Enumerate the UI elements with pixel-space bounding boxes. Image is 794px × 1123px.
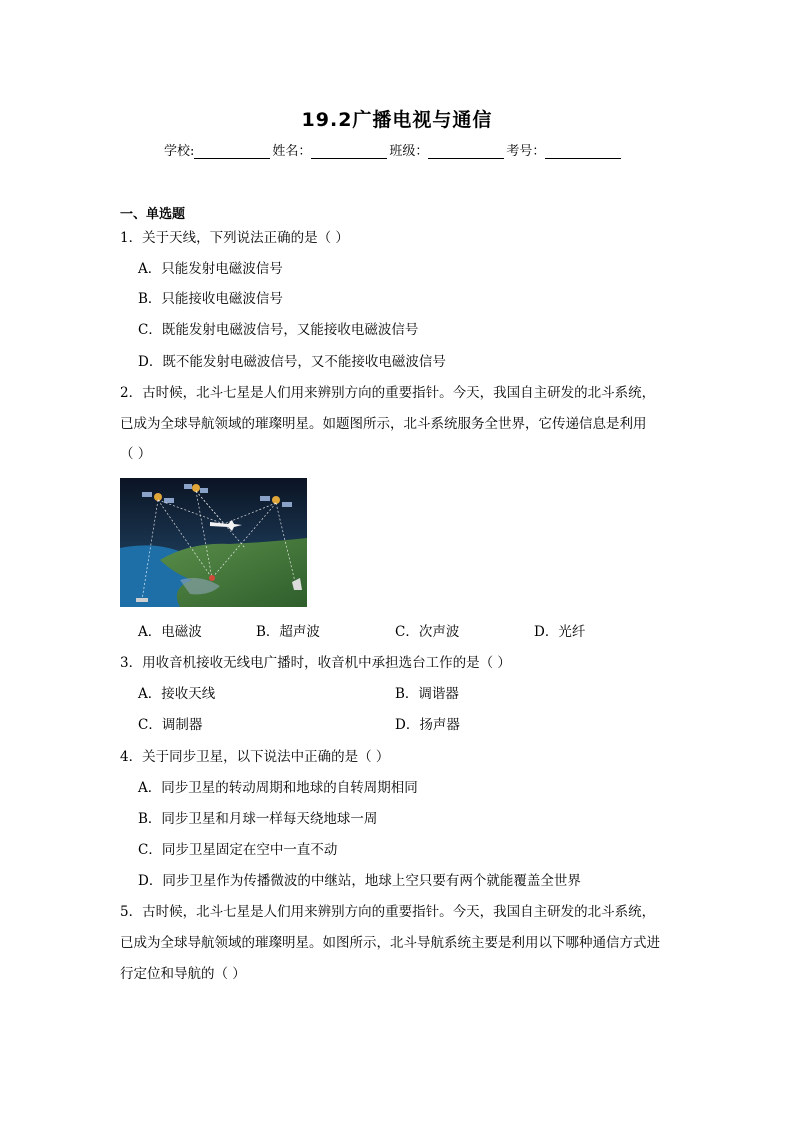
question-2-option-a[interactable]: A．电磁波 xyxy=(138,624,202,640)
question-1-option-a[interactable]: A．只能发射电磁波信号 xyxy=(138,261,283,277)
section-heading: 一、单选题 xyxy=(120,207,186,222)
satellite-navigation-figure xyxy=(120,478,307,607)
question-3-option-a[interactable]: A．接收天线 xyxy=(138,686,216,702)
satellite-illustration xyxy=(120,478,307,607)
question-4-stem: 4．关于同步卫星，以下说法中正确的是（ ） xyxy=(120,749,390,765)
student-info-row xyxy=(164,140,623,159)
ground-station-icon xyxy=(209,575,215,581)
question-3-option-d[interactable]: D．扬声器 xyxy=(395,717,460,733)
question-1-stem: 1．关于天线，下列说法正确的是（ ） xyxy=(120,230,349,246)
question-2-option-b[interactable]: B．超声波 xyxy=(256,624,320,640)
question-4-option-a[interactable]: A．同步卫星的转动周期和地球的自转周期相同 xyxy=(138,780,418,796)
question-5-stem-line-3: 行定位和导航的（ ） xyxy=(120,966,246,982)
class-blank[interactable] xyxy=(428,144,504,159)
ship-icon xyxy=(136,598,148,602)
question-5-stem-line-2: 已成为全球导航领域的璀璨明星。如图所示，北斗导航系统主要是利用以下哪种通信方式进 xyxy=(120,935,660,951)
exam-number-blank[interactable] xyxy=(545,144,621,159)
document-title: 19.2广播电视与通信 xyxy=(301,109,493,131)
school-label: 学校: xyxy=(164,144,195,159)
question-1-option-d[interactable]: D．既不能发射电磁波信号，又不能接收电磁波信号 xyxy=(138,354,446,370)
question-5-stem-line-1: 5．古时候，北斗七星是人们用来辨别方向的重要指针。今天，我国自主研发的北斗系统， xyxy=(120,904,656,920)
question-3-option-c[interactable]: C．调制器 xyxy=(138,717,203,733)
question-3-stem: 3．用收音机接收无线电广播时，收音机中承担选台工作的是（ ） xyxy=(120,655,511,671)
name-blank[interactable] xyxy=(311,144,387,159)
question-3-option-b[interactable]: B．调谐器 xyxy=(395,686,459,702)
question-4-option-d[interactable]: D．同步卫星作为传播微波的中继站，地球上空只要有两个就能覆盖全世界 xyxy=(138,873,581,889)
question-2-stem-line-2: 已成为全球导航领域的璀璨明星。如题图所示，北斗系统服务全世界，它传递信息是利用 xyxy=(120,416,647,432)
question-2-option-d[interactable]: D．光纤 xyxy=(534,624,586,640)
question-2-stem-line-3: （ ） xyxy=(120,446,152,462)
question-4-option-b[interactable]: B．同步卫星和月球一样每天绕地球一周 xyxy=(138,811,378,827)
school-blank[interactable] xyxy=(194,144,270,159)
exam-number-label: 考号： xyxy=(506,144,546,159)
question-1-option-b[interactable]: B．只能接收电磁波信号 xyxy=(138,291,283,307)
class-label: 班级： xyxy=(389,144,429,159)
question-2-option-c[interactable]: C．次声波 xyxy=(395,624,460,640)
question-2-stem-line-1: 2．古时候，北斗七星是人们用来辨别方向的重要指针。今天，我国自主研发的北斗系统， xyxy=(120,385,656,401)
question-4-option-c[interactable]: C．同步卫星固定在空中一直不动 xyxy=(138,842,338,858)
name-label: 姓名： xyxy=(272,144,312,159)
question-1-option-c[interactable]: C．既能发射电磁波信号，又能接收电磁波信号 xyxy=(138,322,419,338)
